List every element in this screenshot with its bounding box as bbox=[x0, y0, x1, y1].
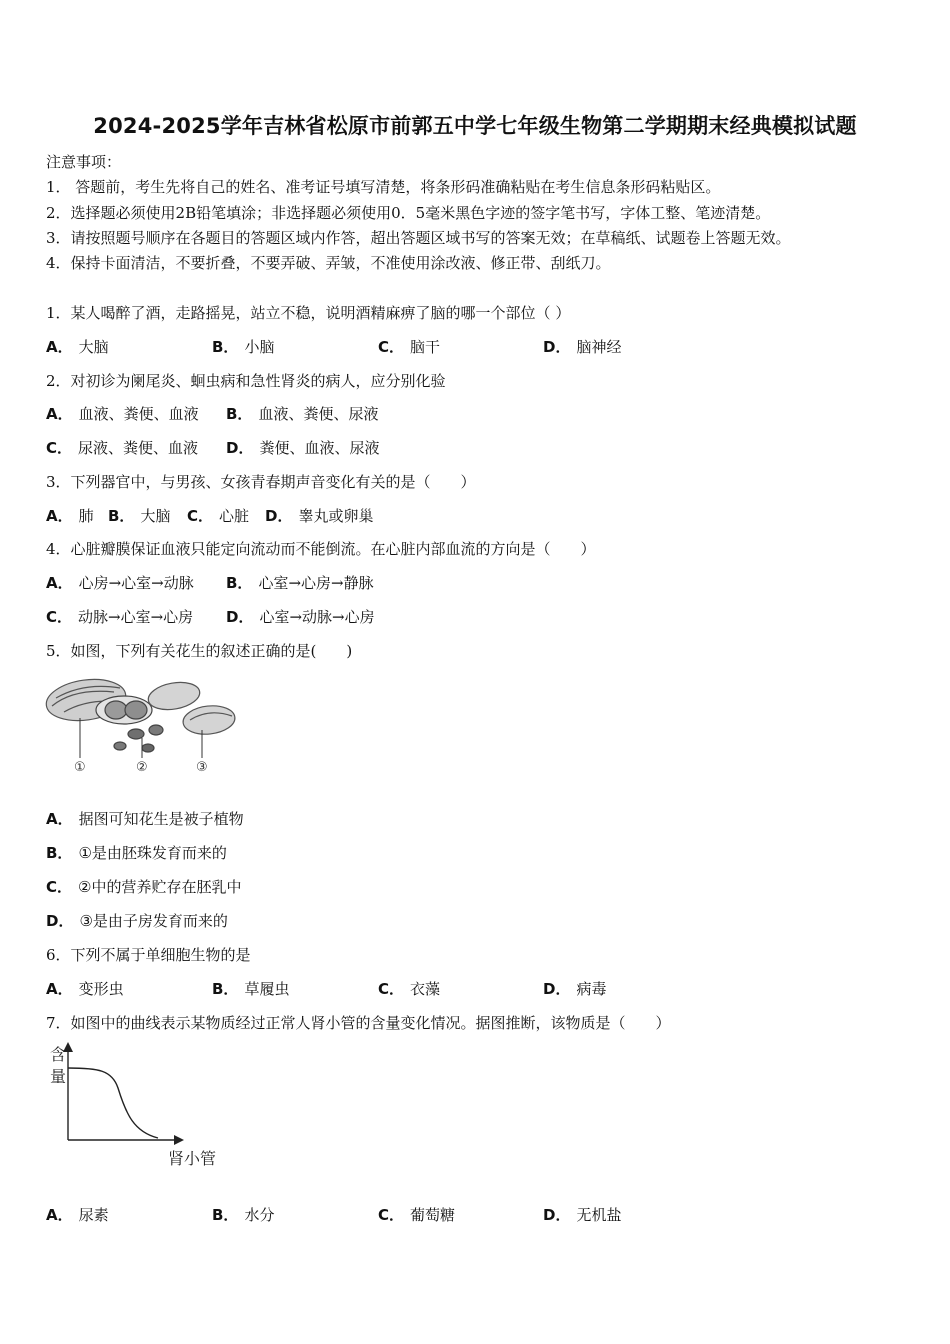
q4-option-a[interactable] bbox=[46, 572, 194, 593]
option-text: 大脑 bbox=[140, 507, 171, 525]
option-text: 葡萄糖 bbox=[410, 1206, 456, 1224]
q2-option-d[interactable] bbox=[226, 437, 379, 458]
notice-item: 1． 答题前，考生先将自己的姓名、准考证号填写清楚，将条形码准确粘贴在考生信息条形码粘贴区。 bbox=[46, 178, 721, 196]
option-text: 小脑 bbox=[244, 338, 275, 356]
question-6-stem: 6．下列不属于单细胞生物的是 bbox=[46, 946, 251, 964]
q3-option-b[interactable] bbox=[108, 505, 170, 526]
q4-option-c[interactable] bbox=[46, 606, 193, 627]
option-label: D． bbox=[265, 507, 293, 525]
q3-option-c[interactable] bbox=[187, 505, 249, 526]
option-label: C． bbox=[378, 338, 405, 356]
q2-option-c[interactable] bbox=[46, 437, 198, 458]
q4-option-b[interactable] bbox=[226, 572, 374, 593]
option-label: D． bbox=[226, 439, 254, 457]
q7-option-b[interactable] bbox=[212, 1204, 274, 1225]
y-axis-label: 含 bbox=[50, 1045, 67, 1064]
option-label: B． bbox=[108, 507, 135, 525]
option-label: A． bbox=[46, 507, 73, 525]
option-text: 动脉→心室→心房 bbox=[78, 608, 194, 626]
question-3-stem: 3．下列器官中，与男孩、女孩青春期声音变化有关的是（ ） bbox=[46, 473, 476, 491]
option-text: 据图可知花生是被子植物 bbox=[78, 810, 244, 828]
q3-option-a[interactable] bbox=[46, 505, 94, 526]
q1-option-c[interactable] bbox=[378, 336, 440, 357]
option-text: ③是由子房发育而来的 bbox=[79, 912, 228, 930]
option-label: D． bbox=[543, 1206, 571, 1224]
option-label: B． bbox=[212, 338, 239, 356]
question-2-stem: 2．对初诊为阑尾炎、蛔虫病和急性肾炎的病人，应分别化验 bbox=[46, 372, 446, 390]
option-label: C． bbox=[46, 608, 73, 626]
option-text: ②中的营养贮存在胚乳中 bbox=[78, 878, 242, 896]
option-label: A． bbox=[46, 980, 73, 998]
q5-option-c[interactable] bbox=[46, 876, 241, 897]
option-text: 睾丸或卵巢 bbox=[298, 507, 374, 525]
y-axis-label: 量 bbox=[50, 1067, 67, 1086]
q7-option-a[interactable] bbox=[46, 1204, 109, 1225]
figure-label: ① bbox=[74, 760, 86, 775]
q1-option-a[interactable] bbox=[46, 336, 109, 357]
q5-option-d[interactable] bbox=[46, 910, 228, 931]
option-text: 尿素 bbox=[78, 1206, 109, 1224]
option-label: B． bbox=[226, 405, 253, 423]
question-5-stem: 5．如图，下列有关花生的叙述正确的是( ) bbox=[46, 642, 353, 660]
q6-option-c[interactable] bbox=[378, 978, 440, 999]
notice-item: 4．保持卡面清洁，不要折叠，不要弄破、弄皱，不准使用涂改液、修正带、刮纸刀。 bbox=[46, 254, 611, 272]
option-label: B． bbox=[212, 980, 239, 998]
notice-heading: 注意事项： bbox=[46, 153, 122, 171]
q1-option-b[interactable] bbox=[212, 336, 274, 357]
figure-label: ③ bbox=[196, 760, 208, 775]
option-text: 病毒 bbox=[576, 980, 607, 998]
figure-label: ② bbox=[136, 760, 148, 775]
option-label: C． bbox=[46, 439, 73, 457]
option-label: A． bbox=[46, 574, 73, 592]
option-text: 变形虫 bbox=[78, 980, 124, 998]
q3-option-d[interactable] bbox=[265, 505, 373, 526]
q6-option-d[interactable] bbox=[543, 978, 606, 999]
option-text: 心脏 bbox=[219, 507, 250, 525]
x-axis-label: 肾小管 bbox=[168, 1149, 217, 1168]
q6-option-a[interactable] bbox=[46, 978, 124, 999]
option-label: A． bbox=[46, 1206, 73, 1224]
q5-option-b[interactable] bbox=[46, 842, 227, 863]
q2-option-a[interactable] bbox=[46, 403, 199, 424]
option-label: A． bbox=[46, 338, 73, 356]
q7-option-d[interactable] bbox=[543, 1204, 621, 1225]
option-label: B． bbox=[46, 844, 73, 862]
option-text: 大脑 bbox=[78, 338, 109, 356]
option-text: 脑干 bbox=[410, 338, 441, 356]
option-text: 水分 bbox=[244, 1206, 275, 1224]
option-text: 无机盐 bbox=[576, 1206, 622, 1224]
q1-option-d[interactable] bbox=[543, 336, 621, 357]
option-text: 血液、粪便、血液 bbox=[78, 405, 199, 423]
peanut-figure bbox=[44, 668, 240, 776]
option-text: 衣藻 bbox=[410, 980, 441, 998]
option-label: C． bbox=[378, 1206, 405, 1224]
question-1-stem: 1．某人喝醉了酒，走路摇晃，站立不稳，说明酒精麻痹了脑的哪一个部位（ ） bbox=[46, 304, 571, 322]
question-4-stem: 4．心脏瓣膜保证血液只能定向流动而不能倒流。在心脏内部血流的方向是（ ） bbox=[46, 540, 596, 558]
q7-option-c[interactable] bbox=[378, 1204, 455, 1225]
option-label: A． bbox=[46, 405, 73, 423]
option-label: C． bbox=[187, 507, 214, 525]
option-label: C． bbox=[378, 980, 405, 998]
option-label: B． bbox=[212, 1206, 239, 1224]
option-label: A． bbox=[46, 810, 73, 828]
option-text: 粪便、血液、尿液 bbox=[259, 439, 380, 457]
q6-option-b[interactable] bbox=[212, 978, 289, 999]
q5-option-a[interactable] bbox=[46, 808, 244, 829]
notice-item: 3．请按照题号顺序在各题目的答题区域内作答，超出答题区域书写的答案无效；在草稿纸、试题卷上答题无效。 bbox=[46, 229, 791, 247]
q2-option-b[interactable] bbox=[226, 403, 378, 424]
option-label: C． bbox=[46, 878, 73, 896]
option-text: 尿液、粪便、血液 bbox=[78, 439, 199, 457]
q4-option-d[interactable] bbox=[226, 606, 375, 627]
option-label: D． bbox=[543, 338, 571, 356]
option-label: B． bbox=[226, 574, 253, 592]
kidney-tubule-graph bbox=[46, 1040, 236, 1170]
option-text: 心室→动脉→心房 bbox=[259, 608, 375, 626]
option-label: D． bbox=[543, 980, 571, 998]
page-title: 2024-2025学年吉林省松原市前郭五中学七年级生物第二学期期末经典模拟试题 bbox=[93, 114, 857, 138]
option-label: D． bbox=[46, 912, 74, 930]
content-curve bbox=[68, 1068, 158, 1138]
option-text: 脑神经 bbox=[576, 338, 622, 356]
question-7-stem: 7．如图中的曲线表示某物质经过正常人肾小管的含量变化情况。据图推断，该物质是（ ） bbox=[46, 1014, 671, 1032]
option-text: 血液、粪便、尿液 bbox=[258, 405, 379, 423]
option-text: 肺 bbox=[78, 507, 94, 525]
notice-item: 2．选择题必须使用2B铅笔填涂；非选择题必须使用0．5毫米黑色字迹的签字笔书写，字体工整、笔迹清楚。 bbox=[46, 204, 771, 222]
option-label: D． bbox=[226, 608, 254, 626]
x-axis-arrow-icon bbox=[174, 1135, 184, 1145]
option-text: 心房→心室→动脉 bbox=[78, 574, 194, 592]
option-text: 心室→心房→静脉 bbox=[258, 574, 374, 592]
option-text: 草履虫 bbox=[244, 980, 290, 998]
option-text: ①是由胚珠发育而来的 bbox=[78, 844, 227, 862]
